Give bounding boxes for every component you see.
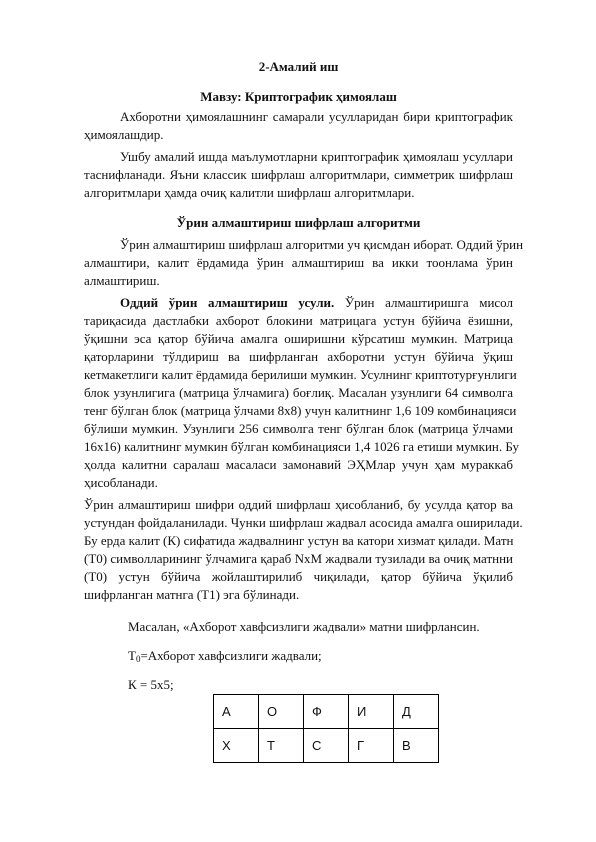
table-cell: Г	[349, 729, 394, 763]
para4-first-line	[84, 295, 513, 311]
t0-text: =Ахборот хавфсизлиги жадвали;	[140, 648, 322, 663]
para5-line: Бу ерда калит (К) сифатида жадвалнинг устун ва катори хизмат қилади. Матн	[84, 533, 514, 548]
para4-line: кетмакетлиги калит ёрдамида берилиши мумкин. Усулнинг криптотурғунлиги	[84, 367, 517, 382]
table-row	[214, 729, 439, 763]
para4-line: ҳисобланади.	[84, 475, 158, 490]
table-cell: В	[394, 729, 439, 763]
para5-line: (Т0) устун бўйича жойлаштирилиб чиқилади, қатор бўйича ўқилиб	[84, 569, 513, 584]
table-cell: Х	[214, 729, 259, 763]
key-line: К = 5х5;	[128, 677, 174, 692]
table-cell: А	[214, 695, 259, 729]
para4-line: бўлиши мумкин. Узунлиги 256 символга тенг бўлган блок (матрица ўлчами	[84, 421, 513, 436]
permutation-table	[213, 694, 439, 763]
table-cell: И	[349, 695, 394, 729]
para3-line: Ўрин алмаштириш шифрлаш алгоритми уч қисмдан иборат. Оддий ўрин	[120, 237, 524, 252]
para5-line: Ўрин алмаштириш шифри оддий шифрлаш ҳисобланиб, бу усулда қатор ва	[84, 497, 513, 512]
para4-line: ҳолда калитни саралаш масаласи замонавий ЭҲМлар учун ҳам мураккаб	[84, 457, 513, 472]
para4-line: тариқасида дастлабки ахборот блокини матрицага устун бўйича ёзишни,	[84, 313, 513, 328]
para4-line: ўқишни эса қатор бўйича амалга оширишни кўрсатиш мумкин. Матрица	[84, 331, 513, 346]
para5-line: (Т0) символларининг ўлчамига қараб NxM жадвали тузилади ва очиқ матнни	[84, 551, 513, 566]
table-cell: Д	[394, 695, 439, 729]
t0-subscript: 0	[135, 654, 141, 664]
intro-line: ҳимоялашдир.	[84, 127, 164, 142]
t0-line	[128, 648, 508, 667]
page-heading: 2-Амалий иш	[258, 59, 339, 74]
para4-line: блок узунлигига (матрица ўлчамига) боғлиқ. Масалан узунлиги 64 символга	[84, 385, 513, 400]
para3-line: алмаштириш.	[84, 273, 160, 288]
section-title: Ўрин алмаштириш шифрлаш алгоритми	[176, 215, 421, 230]
para2-line: алгоритмлари ҳамда очиқ калитли шифрлаш алгоритмлари.	[84, 185, 415, 200]
para5-line: устундан фойдаланилади. Чунки шифрлаш жадвал асосида амалга оширилади.	[84, 515, 523, 530]
para4-line: тенг бўлган блок (матрица ўлчами 8х8) учун калитнинг 1,6 109 комбинацияси	[84, 403, 517, 418]
para4-line: 16х16) калитнинг мумкин бўлган комбинацияси 1,4 1026 га етиши мумкин. Бу	[84, 439, 520, 454]
table-cell: Т	[259, 729, 304, 763]
para3-line: алмаштири, калит ёрдамида ўрин алмаштириш ва икки тоонлама ўрин	[84, 255, 513, 270]
example-line: Масалан, «Ахборот хавфсизлиги жадвали» матни шифрлансин.	[128, 619, 480, 634]
method-title: Оддий ўрин алмаштириш усули.	[120, 295, 335, 310]
para4-line: қаторларини тўлдириш ва шифрланган ахборотни устун бўйича ўқиш	[84, 349, 513, 364]
t0-symbol: Т	[128, 648, 136, 663]
para2-line: Ушбу амалий ишда маълумотларни криптографик ҳимоялаш усуллари	[120, 149, 513, 164]
topic-title: Мавзу: Криптографик ҳимоялаш	[200, 89, 397, 104]
para2-line: таснифланади. Яъни классик шифрлаш алгоритмлари, симметрик шифрлаш	[84, 167, 513, 182]
para5-line: шифрланган матнга (Т1) эга бўлинади.	[84, 587, 300, 602]
para4-first-rest: Ўрин алмаштиришга мисол	[334, 295, 513, 310]
table-cell: О	[259, 695, 304, 729]
table-cell: Ф	[304, 695, 349, 729]
intro-line: Ахборотни ҳимоялашнинг самарали усулларидан бири криптографик	[120, 109, 513, 124]
table-row	[214, 695, 439, 729]
table-cell: С	[304, 729, 349, 763]
